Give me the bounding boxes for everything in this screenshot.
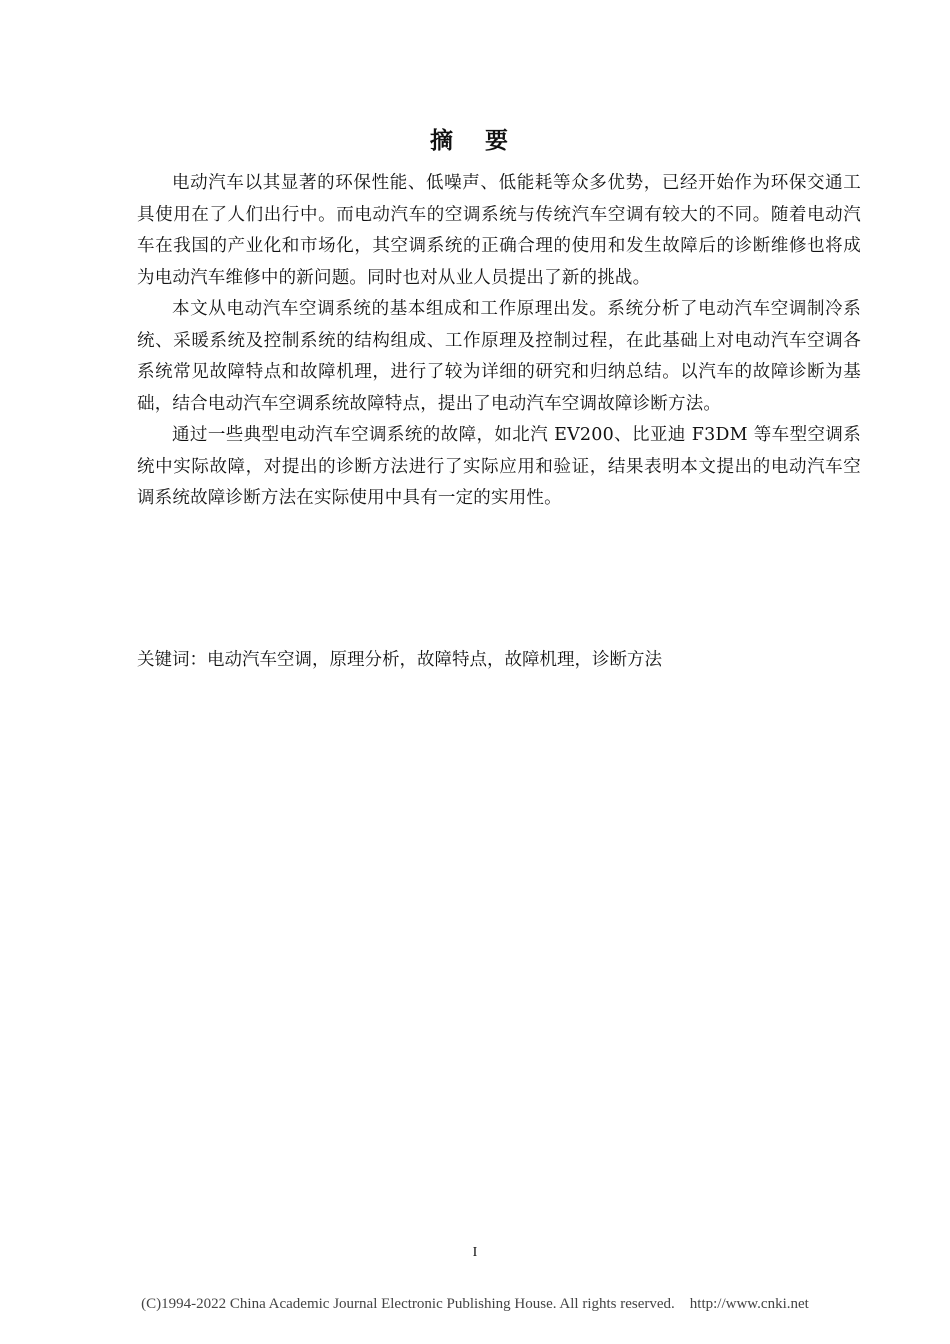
abstract-body <box>137 168 861 515</box>
abstract-paragraph-3: 通过一些典型电动汽车空调系统的故障，如北汽 EV200、比亚迪 F3DM 等车型空调系统中实际故障，对提出的诊断方法进行了实际应用和验证，结果表明本文提出的电动汽车空调系统故障诊断方法在实际使用中具有一定的实用性。 <box>137 425 861 508</box>
page-number: I <box>472 1245 478 1260</box>
abstract-paragraph-2: 本文从电动汽车空调系统的基本组成和工作原理出发。系统分析了电动汽车空调制冷系统、采暖系统及控制系统的结构组成、工作原理及控制过程，在此基础上对电动汽车空调各系统常见故障特点和故障机理，进行了较为详细的研究和归纳总结。以汽车的故障诊断为基础，结合电动汽车空调系统故障特点，提出了电动汽车空调故障诊断方法。 <box>137 299 861 414</box>
keywords-line: 关键词：电动汽车空调，原理分析，故障特点，故障机理，诊断方法 <box>137 650 662 670</box>
abstract-title: 摘 要 <box>429 128 520 154</box>
copyright-footer: (C)1994-2022 China Academic Journal Electronic Publishing House. All rights reserved. http://www.cnki.net <box>141 1296 809 1312</box>
abstract-paragraph-1: 电动汽车以其显著的环保性能、低噪声、低能耗等众多优势，已经开始作为环保交通工具使用在了人们出行中。而电动汽车的空调系统与传统汽车空调有较大的不同。随着电动汽车在我国的产业化和市场化，其空调系统的正确合理的使用和发生故障后的诊断维修也将成为电动汽车维修中的新问题。同时也对从业人员提出了新的挑战。 <box>137 173 861 288</box>
